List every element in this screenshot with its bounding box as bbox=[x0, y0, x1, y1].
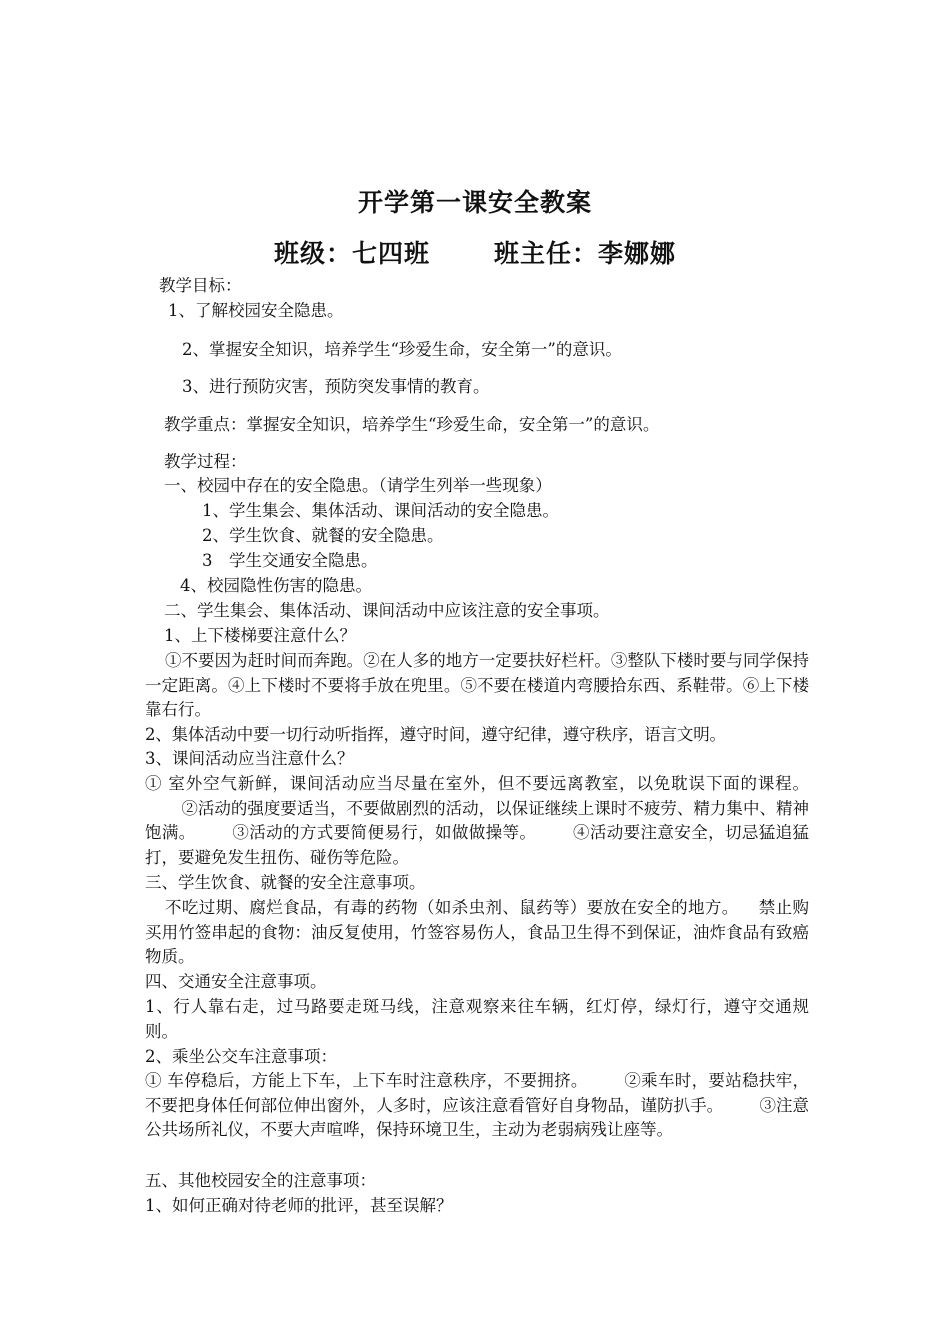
list-item: 4、校园隐性伤害的隐患。 bbox=[180, 576, 372, 595]
goal-item: 3、进行预防灾害，预防突发事情的教育。 bbox=[182, 377, 490, 396]
section-heading: 一、校园中存在的安全隐患。（请学生列举一些现象） bbox=[164, 476, 552, 495]
paragraph-part: ②乘车时，要站稳扶牢，不要把身体任何部位伸出窗外，人多时，应该注意看管好自身物品，谨防扒手。 bbox=[145, 1071, 810, 1115]
paragraph: 2、集体活动中要一切行动听指挥，遵守时间，遵守纪律，遵守秩序，语言文明。 bbox=[145, 725, 726, 744]
document-subtitle bbox=[0, 234, 950, 270]
goal-item: 1、了解校园安全隐患。 bbox=[168, 301, 344, 320]
process-heading: 教学过程： bbox=[164, 452, 247, 471]
question: 2、乘坐公交车注意事项： bbox=[145, 1047, 337, 1066]
paragraph-part: ① 室外空气新鲜，课间活动应当尽量在室外，但不要远离教室，以免耽误下面的课程。 bbox=[145, 774, 809, 793]
paragraph-part: ②活动的强度要适当，不要做剧烈的活动，以保证继续上课时不疲劳、精力集中、精神饱满。 bbox=[145, 798, 809, 842]
goal-item: 2、掌握安全知识，培养学生“珍爱生命，安全第一”的意识。 bbox=[182, 340, 622, 359]
question: 1、上下楼梯要注意什么？ bbox=[164, 626, 356, 645]
teacher-label: 班主任：李娜娜 bbox=[494, 239, 677, 268]
question: 1、如何正确对待老师的批评，甚至误解？ bbox=[145, 1196, 453, 1215]
paragraph-part: 禁止购买用竹签串起的食物：油反复使用，竹签容易伤人，食品卫生得不到保证，油炸食品有致癌物质。 bbox=[145, 898, 810, 966]
goals-heading: 教学目标： bbox=[159, 276, 242, 295]
paragraph-part: 不吃过期、腐烂食品，有毒的药物（如杀虫剂、鼠药等）要放在安全的地方。 bbox=[165, 898, 739, 917]
list-item: 1、学生集会、集体活动、课间活动的安全隐患。 bbox=[202, 501, 559, 520]
question: 3、课间活动应当注意什么？ bbox=[145, 749, 354, 768]
key-point: 教学重点：掌握安全知识，培养学生“珍爱生命，安全第一”的意识。 bbox=[164, 415, 660, 434]
section-heading: 三、学生饮食、就餐的安全注意事项。 bbox=[145, 873, 426, 892]
document-title: 开学第一课安全教案 bbox=[357, 188, 592, 217]
paragraph-part: ① 车停稳后，方能上下车，上下车时注意秩序，不要拥挤。 bbox=[145, 1071, 588, 1090]
section-heading: 四、交通安全注意事项。 bbox=[145, 972, 327, 991]
paragraph-part: ④活动要注意安全，切忌猛追猛打，要避免发生扭伤、碰伤等危险。 bbox=[145, 823, 810, 867]
section-heading: 二、学生集会、集体活动、课间活动中应该注意的安全事项。 bbox=[164, 601, 610, 620]
section-heading: 五、其他校园安全的注意事项： bbox=[145, 1171, 376, 1190]
list-item: 3 学生交通安全隐患。 bbox=[202, 551, 378, 570]
list-item: 2、学生饮食、就餐的安全隐患。 bbox=[202, 526, 444, 545]
paragraph bbox=[145, 772, 809, 870]
paragraph-part: ③活动的方式要简便易行，如做做操等。 bbox=[231, 823, 537, 842]
paragraph-part: ③注意公共场所礼仪，不要大声喧哗，保持环境卫生，主动为老弱病残让座等。 bbox=[145, 1095, 810, 1139]
paragraph bbox=[145, 1069, 809, 1143]
paragraph: ①不要因为赶时间而奔跑。②在人多的地方一定要扶好栏杆。③整队下楼时要与同学保持一定距离。④上下楼时不要将手放在兜里。⑤不要在楼道内弯腰拾东西、系鞋带。⑥上下楼靠右行。 bbox=[145, 651, 809, 719]
paragraph: 1、行人靠右走，过马路要走斑马线，注意观察来往车辆，红灯停，绿灯行，遵守交通规则。 bbox=[145, 997, 809, 1041]
class-label: 班级：七四班 bbox=[273, 239, 430, 268]
paragraph bbox=[145, 896, 809, 970]
